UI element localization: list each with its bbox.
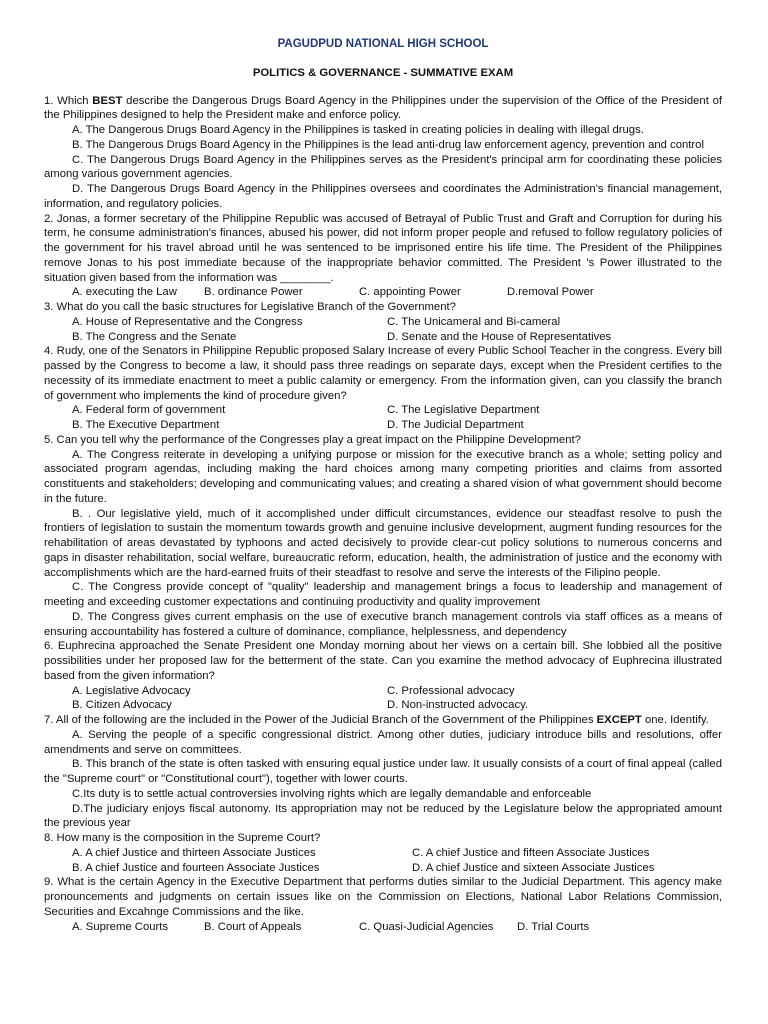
question-8-options-row-2	[44, 861, 722, 876]
question-3-option-b: B. The Congress and the Senate	[72, 330, 237, 343]
question-1-prefix: 1. Which	[44, 94, 93, 107]
question-6-option-a: A. Legislative Advocacy	[72, 684, 191, 697]
question-2-option-d: D.removal Power	[507, 286, 594, 299]
question-7-option-b: B. This branch of the state is often tasked with ensuring equal justice under law. It usually consists of a court of final appeal (called the "Supreme court" or "Constitutional court"), together with lower courts.	[44, 758, 722, 785]
question-4-options-row-2	[44, 418, 722, 433]
question-8-option-a: A. A chief Justice and thirteen Associate Justices	[72, 846, 316, 859]
question-4-options-row-1	[44, 403, 722, 418]
question-3: 3. What do you call the basic structures for Legislative Branch of the Government?	[44, 301, 456, 313]
question-3-option-d: D. Senate and the House of Representatives	[387, 330, 612, 343]
exam-page	[44, 37, 722, 934]
question-1	[44, 94, 722, 124]
question-2-option-c: C. appointing Power	[359, 286, 461, 299]
question-9-option-d: D. Trial Courts	[517, 920, 590, 933]
question-3-options-row-1	[44, 315, 722, 330]
question-9-option-a: A. Supreme Courts	[72, 920, 169, 933]
question-8-options-row-1	[44, 846, 722, 861]
question-1-rest: describe the Dangerous Drugs Board Agency in the Philippines under the supervision of the Office of the President of the Philippines designed to help the President make and enforce policy.	[44, 94, 722, 122]
question-4-option-a: A. Federal form of government	[72, 404, 226, 417]
question-8-option-b: B. A chief Justice and fourteen Associate Justices	[72, 861, 320, 874]
question-2: 2. Jonas, a former secretary of the Philippine Republic was accused of Betrayal of Public Trust and Graft and Corruption for during his term, he consume administration's finances, abused his power, did not inform proper people and refused to follow regulatory policies of the government for his travel abroad until he was sentenced to be imprisoned entire his life time. The President of the Philippines remove Jonas to his post immediate because of the inappropriate behavior committed. The President 's Power illustrated to the situation given based from the information was ________.	[44, 212, 722, 284]
question-9-options	[44, 920, 722, 935]
exam-title: POLITICS & GOVERNANCE - SUMMATIVE EXAM	[252, 66, 514, 79]
question-5-option-c: C. The Congress provide concept of "quality" leadership and management brings a focus to leadership and management of meeting and exceeding customer expectations and continuing productivity and quality improvement	[44, 581, 722, 608]
question-4: 4. Rudy, one of the Senators in Philippine Republic proposed Salary Increase of every Public School Teacher in the congress. Every bill passed by the Congress to become a law, it should pass three readings on separate days, except when the President certifies to the necessity of its immediate enactment to meet a public calamity or emergency. From the information given, can you classify the branch of government who implements the kind of procedure given?	[44, 345, 722, 402]
question-6-option-c: C. Professional advocacy	[387, 684, 515, 697]
question-7	[44, 713, 722, 728]
question-6-option-b: B. Citizen Advocacy	[72, 699, 172, 712]
question-3-option-a: A. House of Representative and the Congress	[72, 315, 303, 328]
question-7-emphasis: EXCEPT	[596, 714, 642, 726]
school-name: PAGUDPUD NATIONAL HIGH SCHOOL	[277, 38, 489, 50]
question-6-option-d: D. Non-instructed advocacy.	[387, 699, 529, 712]
question-5-option-d: D. The Congress gives current emphasis on the use of executive branch management controls via staff offices as a means of ensuring accountability has fostered a culture of dominance, compliance, helplessness, and dependency	[44, 610, 722, 638]
question-4-option-d: D. The Judicial Department	[387, 419, 524, 431]
question-2-option-b: B. ordinance Power	[204, 286, 303, 299]
question-4-option-c: C. The Legislative Department	[387, 404, 540, 417]
question-7-rest: one. Identify.	[641, 714, 709, 726]
question-1-option-b: B. The Dangerous Drugs Board Agency in the Philippines is the lead anti-drug law enforcement agency, prevention and control	[72, 138, 704, 151]
question-2-options	[44, 285, 722, 300]
question-9: 9. What is the certain Agency in the Executive Department that performs duties similar to the Judicial Department. This agency make pronouncements and judgments on certain issues like on the Commission on Elections, National Labor Relations Commission, Securities and Excahnge Commissions and the like.	[44, 876, 722, 918]
question-8-option-d: D. A chief Justice and sixteen Associate Justices	[412, 861, 655, 874]
question-5: 5. Can you tell why the performance of the Congresses play a great impact on the Philippine Development?	[44, 433, 581, 446]
question-1-option-a: A. The Dangerous Drugs Board Agency in the Philippines is tasked in creating policies in dealing with illegal drugs.	[72, 124, 644, 136]
question-3-option-c: C. The Unicameral and Bi-cameral	[387, 315, 561, 328]
question-1-emphasis: BEST	[92, 94, 123, 107]
question-7-prefix: 7. All of the following are the included in the Power of the Judicial Branch of the Government of the Philippines	[44, 714, 597, 726]
question-9-option-b: B. Court of Appeals	[204, 920, 302, 933]
question-5-option-b: B. . Our legislative yield, much of it accomplished under difficult circumstances, evidence our steadfast resolve to push the frontiers of legislation to sustain the momentum towards growth and genuine inclusive development, augment funding resources for the rehabilitation of areas devastated by typhoons and acted decisively to provide clear-cut policy solutions to numerous concerns and gaps in disaster rehabilitation, social welfare, bureaucratic reform, education, health, the administration of justice and the economy with accomplishments which are the hard-earned fruits of their steadfast to resolve and serve the interests of the Filipino people.	[44, 507, 722, 579]
question-4-option-b: B. The Executive Department	[72, 419, 220, 431]
question-3-options-row-2	[44, 330, 722, 345]
question-1-option-c: C. The Dangerous Drugs Board Agency in the Philippines serves as the President's principal arm for coordinating these policies among various government agencies.	[44, 153, 722, 181]
question-6: 6. Euphrecina approached the Senate President one Monday morning about her views on a certain bill. She lobbied all the positive possibilities under her proposed law for the betterment of the state. Can you examine the method advocacy of Euphrecina illustrated based from the given information?	[44, 640, 722, 682]
question-9-option-c: C. Quasi-Judicial Agencies	[359, 920, 494, 933]
question-1-option-d: D. The Dangerous Drugs Board Agency in the Philippines oversees and coordinates the Administration's financial management, information, and regulatory policies.	[44, 183, 722, 210]
question-7-option-c: C.Its duty is to settle actual controversies involving rights which are legally demandable and enforceable	[72, 787, 592, 800]
question-6-options-row-1	[44, 684, 722, 699]
question-8: 8. How many is the composition in the Supreme Court?	[44, 832, 321, 844]
question-7-option-d: D.The judiciary enjoys fiscal autonomy. Its appropriation may not be reduced by the Legislature below the appropriated amount the previous year	[44, 802, 722, 830]
question-8-option-c: C. A chief Justice and fifteen Associate Justices	[412, 846, 650, 859]
question-6-options-row-2	[44, 698, 722, 713]
question-2-option-a: A. executing the Law	[72, 286, 177, 299]
question-7-option-a: A. Serving the people of a specific congressional district. Among other duties, judiciary introduce bills and resolutions, offer amendments and serve on committees.	[44, 728, 722, 756]
question-5-option-a: A. The Congress reiterate in developing a unifying purpose or mission for the executive branch as a whole; setting policy and associated program agendas, including making the hard choices among many competing priorities and claims from assorted constituents and stakeholders; developing and communicating values; and creating a shared vision of what government should become in the future.	[44, 448, 722, 505]
